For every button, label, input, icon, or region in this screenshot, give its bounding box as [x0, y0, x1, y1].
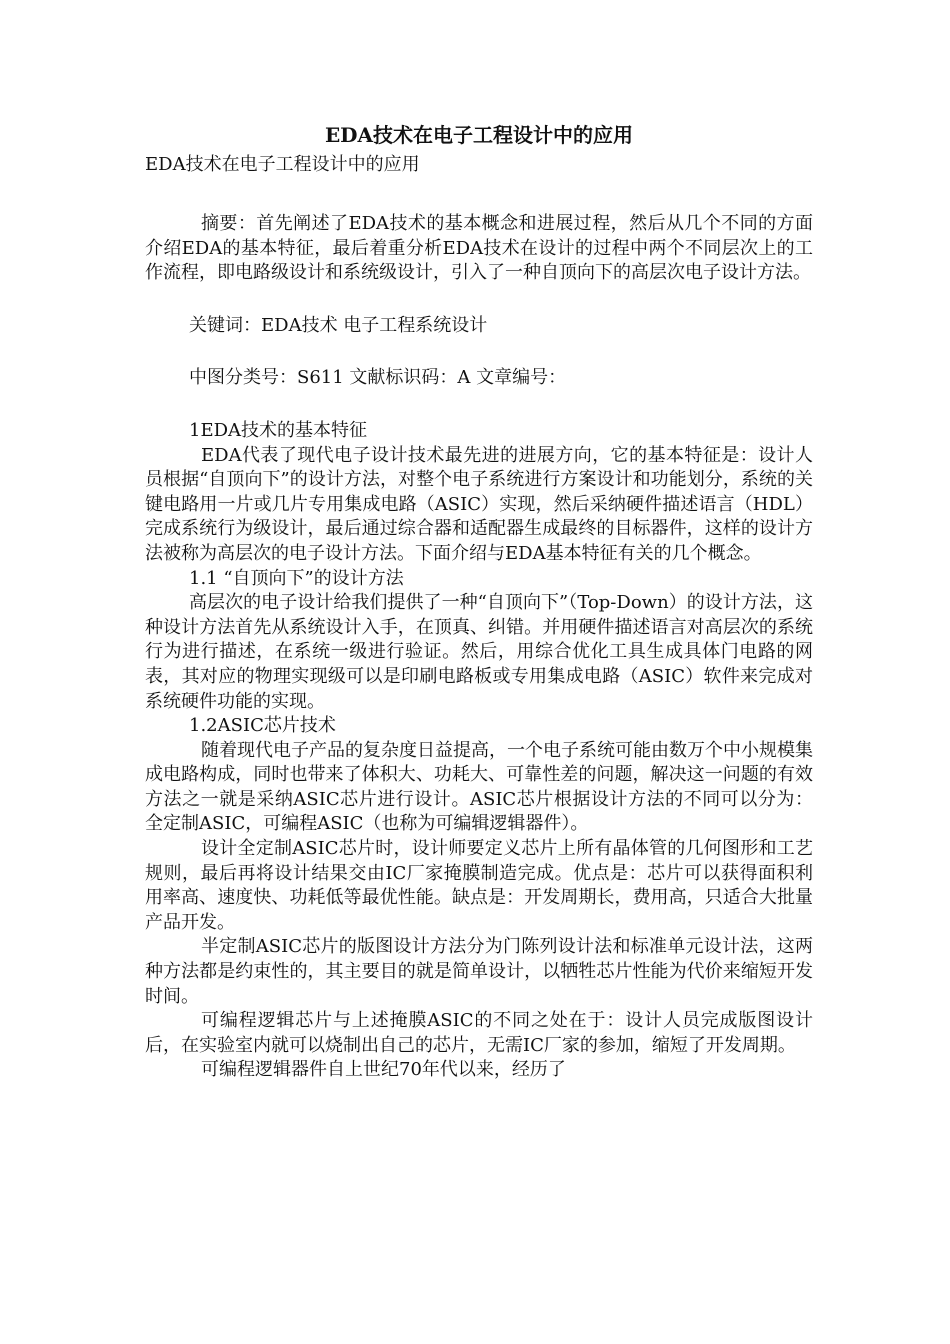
document-page — [145, 118, 813, 1083]
classification-line: 中图分类号：S611 文献标识码：A 文章编号： — [189, 367, 567, 389]
spacer — [145, 286, 813, 314]
section-paragraph: 可编程逻辑器件自上世纪70年代以来，经历了 — [201, 1059, 566, 1081]
section-heading: 1.2ASIC芯片技术 — [189, 715, 336, 737]
section-paragraph: 随着现代电子产品的复杂度日益提高，一个电子系统可能由数万个中小规模集成电路构成，同时也带来了体积大、功耗大、可靠性差的问题，解决这一问题的有效方法之一就是采纳ASIC芯片进行设计。ASIC芯片根据设计方法的不同可以分为：全定制ASIC，可编程ASIC（也称为可编辑逻辑器件）。 — [145, 739, 813, 835]
section-paragraph: 设计全定制ASIC芯片时，设计师要定义芯片上所有晶体管的几何图形和工艺规则，最后再将设计结果交由IC厂家掩膜制造完成。优点是：芯片可以获得面积利用率高、速度快、功耗低等最优性能。缺点是：开发周期长，费用高，只适合大批量产品开发。 — [145, 838, 813, 933]
section-paragraph: 高层次的电子设计给我们提供了一种“自顶向下”（Top-Down）的设计方法，这种设计方法首先从系统设计入手，在顶真、纠错。并用硬件描述语言对高层次的系统行为进行描述，在系统一级进行验证。然后，用综合优化工具生成具体门电路的网表，其对应的物理实现级可以是印刷电路板或专用集成电路（ASIC）软件来完成对系统硬件功能的实现。 — [145, 592, 813, 712]
keywords-line: 关键词：EDA技术 电子工程系统设计 — [189, 314, 488, 336]
document-title: EDA技术在电子工程设计中的应用 — [324, 123, 634, 147]
spacer — [145, 178, 813, 212]
section-paragraph: 可编程逻辑芯片与上述掩膜ASIC的不同之处在于：设计人员完成版图设计后，在实验室内就可以烧制出自己的芯片，无需IC厂家的参加，缩短了开发周期。 — [145, 1010, 813, 1056]
spacer — [145, 338, 813, 366]
section-heading: 1.1 “自顶向下”的设计方法 — [189, 567, 404, 589]
abstract-paragraph: 摘要：首先阐述了EDA技术的基本概念和进展过程，然后从几个不同的方面介绍EDA的基本特征，最后着重分析EDA技术在设计的过程中两个不同层次上的工作流程，即电路级设计和系统级设计，引入了一种自顶向下的高层次电子设计方法。 — [145, 213, 813, 284]
section-heading: 1EDA技术的基本特征 — [189, 419, 368, 441]
section-paragraph: EDA代表了现代电子设计技术最先进的进展方向，它的基本特征是：设计人员根据“自顶向下”的设计方法，对整个电子系统进行方案设计和功能划分，系统的关键电路用一片或几片专用集成电路（ASIC）实现，然后采纳硬件描述语言（HDL）完成系统行为级设计，最后通过综合器和适配器生成最终的目标器件，这样的设计方法被称为高层次的电子设计方法。下面介绍与EDA基本特征有关的几个概念。 — [145, 444, 813, 564]
document-subtitle: EDA技术在电子工程设计中的应用 — [145, 154, 420, 175]
section-paragraph: 半定制ASIC芯片的版图设计方法分为门陈列设计法和标准单元设计法，这两种方法都是约束性的，其主要目的就是简单设计，以牺牲芯片性能为代价来缩短开发时间。 — [145, 936, 813, 1007]
spacer — [145, 391, 813, 419]
